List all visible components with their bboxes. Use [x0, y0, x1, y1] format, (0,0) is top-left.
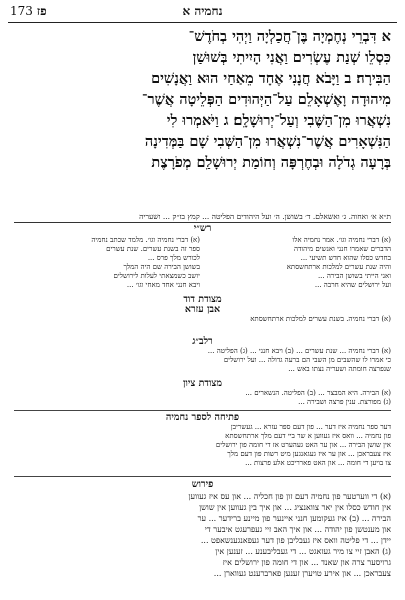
intro-heading: פתיחה לספר נחמיה: [165, 412, 240, 423]
commentary-line: (א) דברי נחמיה וגו׳. מלמד שכתב נחמיה: [91, 236, 200, 244]
commentary-line: ויבא חנני אחד מאחי וגו׳ ...: [126, 281, 200, 289]
rashi-right-column: [205, 236, 391, 292]
commentary-line: פון נחמיה ... וואס איז געווען א שר ביי דעם מלך ארתחשסתא: [225, 432, 391, 440]
commentary-line: אין חודש כסלו אין יאר צוואנציג ... און איך בין געווען אין שושן: [199, 503, 391, 512]
commentary-line: (א) הבירה. היא המבצר ... (ב) הפליטה. הנשארים ...: [245, 389, 391, 397]
commentary-line: והיה שנת עשרים למלכות ארתחשסתא: [286, 263, 391, 271]
scripture-line: נִשְׁאֲרוּ מִן־הַשֶּׁבִי וְעַל־יְרוּשָׁלָ͏ִם׃ ג וַיֹּאמְרוּ לִי: [166, 112, 391, 129]
commentary-line: שנפרצה חומתה ושעריה נצתו באש ...: [288, 365, 391, 373]
commentary-line: לכורש מלך פרס ...: [147, 254, 200, 262]
even-ezra-heading: אבן עזרא: [184, 304, 221, 315]
intro-block: [14, 410, 391, 474]
commentary-line: צעבראכן ... און אירע טויערן זענען פארברענט געווארן ...: [213, 569, 391, 578]
scripture-line: כִּסְלֵו שְׁנַת עֶשְׂרִים וַאֲנִי הָיִיתִי בְּשׁוּשַׁן: [192, 49, 391, 66]
scripture-text: [14, 26, 391, 173]
even-ezra-line: (א) דברי נחמיה. בשנת עשרים למלכות ארתחשסתא: [250, 315, 391, 323]
commentary-line: איז צעבראכן ... און ער איז געגאנגען מיט רשות פון דעם מלך: [227, 450, 391, 458]
metzudat-david-heading: מצודת דוד: [183, 294, 222, 305]
commentary-line: ספר זה בשנת עשרים. שנת עשרים: [106, 245, 200, 253]
commentary-line: גרויסער צרה און שאנד ... און די חומה פון ירושלים איז: [222, 558, 391, 567]
commentary-line: יידן ... די פליטה וואס איז געבליבן פון דער געפאנגענשאפט ...: [200, 536, 391, 545]
perush-block: [14, 476, 391, 596]
commentary-line: און מענטשן פון יהודה ... און איך האב זיי געפרעגט איבער די: [204, 525, 391, 534]
commentary-line: יושב כשמצאתי לעלות לירושלים: [113, 272, 200, 280]
commentary-line: (א) דברי נחמיה וגו׳. אמר נחמיה אלו: [292, 236, 391, 244]
commentary-line: הבירה ... (ב) איז געקומען חנני איינער פון מיינע ברידער ... ער: [197, 514, 391, 523]
commentary-line: צו בויען די חומה ... און האט פארריכט אלע פרצות ...: [245, 459, 391, 467]
book-title: נחמיה א: [182, 4, 223, 18]
ralbag-block: [14, 336, 391, 376]
commentary-line: ואני הייתי בשושן הבירה ...: [317, 272, 391, 280]
page-header: [8, 4, 397, 23]
commentary-line: (א) דברי נחמיה ... שנת עשרים ... (ב) ויבא חנני ... (ג) הפליטה ...: [207, 347, 391, 355]
ralbag-heading: רלב״ג: [192, 336, 213, 347]
commentary-line: בחדש כסלו שהוא חדש תשיעי ...: [300, 254, 391, 262]
targum-footnote: ת״א א׳ ואחוה. ג׳ ואשאלם. ד׳ בשושן. ה׳ ועל היהודים הפליטה ... קמץ בז״ק ... ושעריה: [14, 212, 391, 223]
page-number-hebrew: פז: [36, 4, 47, 18]
scripture-line: הַבִּירָה׃ ב וַיָּבֹא חֲנָנִי אֶחָד מֵאַחַי הוּא וַאֲנָשִׁים: [151, 70, 391, 87]
commentary-line: (א) די ווערטער פון נחמיה דעם זון פון חכליה ... און עס איז געווען: [188, 492, 391, 501]
scripture-line: הַנִּשְׁאָרִים אֲשֶׁר־נִשְׁאֲרוּ מִן־הַשְּׁבִי שָׁם בַּמְּדִינָה: [144, 133, 391, 150]
page-number-digits: 173: [10, 4, 33, 18]
rashi-heading: רש״י: [193, 223, 212, 234]
commentary-line: אין שושן הבירה ... און ער האט געהערט אז די חומה פון ירושלים: [215, 441, 391, 449]
scripture-line: בְּרָעָה גְדֹלָה וּבְחֶרְפָּה וְחוֹמַת יְרוּשָׁלַ͏ִם מְפֹרָצֶת: [151, 154, 391, 171]
perush-heading: פירוש: [191, 479, 214, 490]
metzudat-david-block: [14, 294, 391, 332]
commentary-line: ועל ירושלים שהיא חרבה ...: [314, 281, 391, 289]
commentary-line: בשושן הבירה שם היה המלך: [123, 263, 200, 271]
commentary-line: כי אמרו לו שהשבים מן השבי הם ברעה גדולה ... ועל ירושלים: [223, 356, 391, 364]
scripture-line: א דִּבְרֵי נְחֶמְיָה בֶּן־חֲכַלְיָה וַיְהִי בְחֹדֶשׁ־: [188, 28, 391, 45]
rashi-header-block: [14, 223, 391, 235]
commentary-line: (ג) האבן זיי צו מיר געזאגט ... די געבליבענע ... זענען אין: [215, 547, 391, 556]
commentary-line: (ג) מפורצת. ענין פרצה ושבירה ...: [298, 398, 391, 406]
scripture-line: מִיהוּדָה וָאֶשְׁאָלֵם עַל־הַיְּהוּדִים הַפְּלֵיטָה אֲשֶׁר־: [141, 91, 391, 108]
metzudat-zion-heading: מצודת ציון: [182, 378, 223, 389]
commentary-line: הדברים שאמרו חנני ואנשים מיהודה: [294, 245, 391, 253]
rashi-left-column: [14, 236, 200, 292]
metzudat-zion-block: [14, 378, 391, 408]
commentary-line: דער ספר נחמיה איז דער ... פון דעם ספר עזרא ... געשריבן: [230, 423, 391, 431]
